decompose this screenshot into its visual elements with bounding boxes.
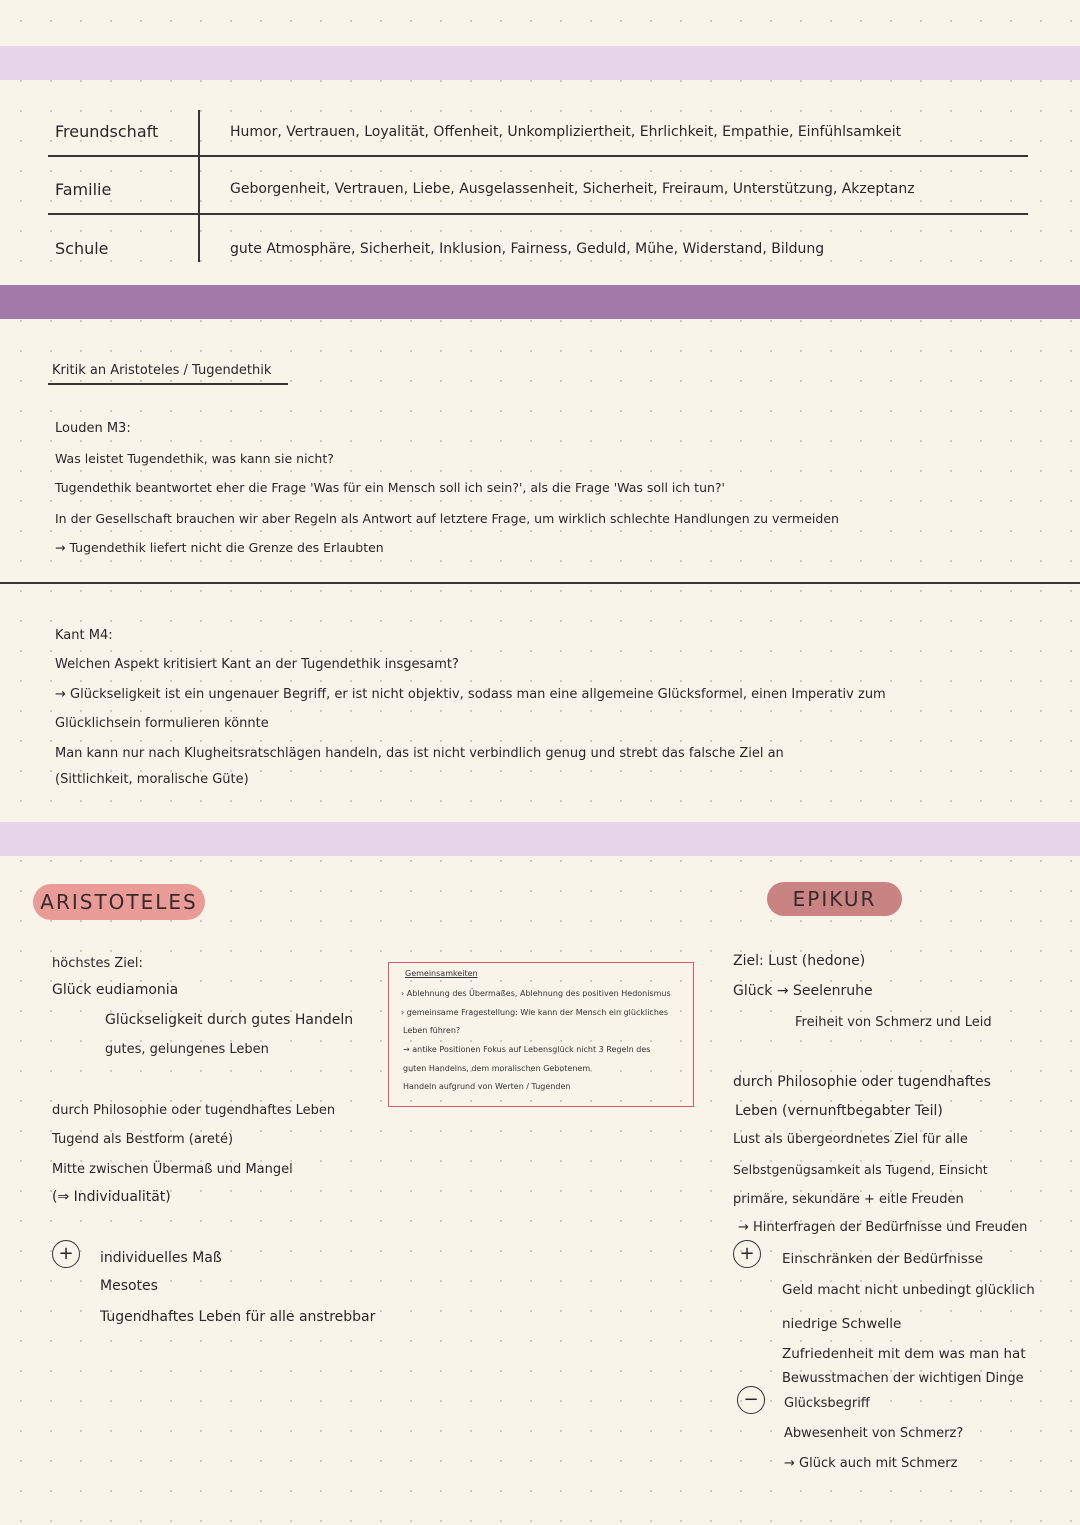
epikur-line: → Hinterfragen der Bedürfnisse und Freuden bbox=[738, 1220, 1028, 1235]
louden-title: Louden M3: bbox=[55, 421, 131, 436]
gemeinsamkeiten-line: Handeln aufgrund von Werten / Tugenden bbox=[403, 1082, 571, 1091]
aristoteles-line: Tugend als Bestform (areté) bbox=[52, 1132, 234, 1147]
aristoteles-title-pill: ARISTOTELES bbox=[33, 884, 205, 920]
kant-line: Glücklichsein formulieren könnte bbox=[55, 716, 269, 731]
kritik-separator bbox=[0, 582, 1080, 584]
epikur-line: Ziel: Lust (hedone) bbox=[733, 953, 866, 969]
kant-line: Welchen Aspekt kritisiert Kant an der Tugendethik insgesamt? bbox=[55, 657, 459, 672]
aristoteles-line: Glückseligkeit durch gutes Handeln bbox=[105, 1012, 354, 1028]
gemeinsamkeiten-line: guten Handelns, dem moralischen Gebotenem bbox=[403, 1064, 591, 1073]
epikur-line: Freiheit von Schmerz und Leid bbox=[795, 1015, 992, 1030]
epikur-minus-line: Abwesenheit von Schmerz? bbox=[784, 1426, 964, 1441]
epikur-line: durch Philosophie oder tugendhaftes bbox=[733, 1074, 991, 1090]
aristoteles-line: Glück eudiamonia bbox=[52, 982, 179, 998]
epikur-plus-line: Einschränken der Bedürfnisse bbox=[782, 1251, 984, 1267]
section-band-dark bbox=[0, 285, 1080, 319]
louden-line: Tugendethik beantwortet eher die Frage 'Was für ein Mensch soll ich sein?', als die Frage 'Was soll ich tun?' bbox=[55, 480, 725, 495]
table-row-label: Freundschaft bbox=[55, 122, 159, 141]
epikur-plus-line: niedrige Schwelle bbox=[782, 1316, 902, 1332]
aristoteles-line: höchstes Ziel: bbox=[52, 956, 143, 971]
table-row-values: Humor, Vertrauen, Loyalität, Offenheit, Unkompliziertheit, Ehrlichkeit, Empathie, Einfühlsamkeit bbox=[230, 124, 902, 140]
gemeinsamkeiten-box bbox=[388, 962, 694, 1107]
plus-icon: + bbox=[733, 1240, 761, 1268]
table-divider-vertical bbox=[198, 110, 200, 262]
kritik-heading: Kritik an Aristoteles / Tugendethik bbox=[52, 363, 272, 378]
louden-line: In der Gesellschaft brauchen wir aber Regeln als Antwort auf letztere Frage, um wirklich schlechte Handlungen zu vermeiden bbox=[55, 511, 839, 526]
table-divider-row1 bbox=[48, 155, 1028, 157]
kant-title: Kant M4: bbox=[55, 628, 113, 643]
aristoteles-line: gutes, gelungenes Leben bbox=[105, 1042, 269, 1057]
epikur-line: Lust als übergeordnetes Ziel für alle bbox=[733, 1132, 968, 1147]
gemeinsamkeiten-line: › Ablehnung des Übermaßes, Ablehnung des positiven Hedonismus bbox=[401, 989, 671, 998]
gemeinsamkeiten-line: → antike Positionen Fokus auf Lebensglück nicht 3 Regeln des bbox=[403, 1045, 651, 1054]
epikur-plus-line: Geld macht nicht unbedingt glücklich bbox=[782, 1282, 1035, 1298]
kritik-heading-underline bbox=[48, 383, 288, 385]
epikur-plus-line: Bewusstmachen der wichtigen Dinge bbox=[782, 1371, 1024, 1386]
aristoteles-plus-line: Mesotes bbox=[100, 1278, 158, 1294]
aristoteles-line: Mitte zwischen Übermaß und Mangel bbox=[52, 1162, 293, 1177]
minus-icon: − bbox=[737, 1386, 765, 1414]
table-row-values: gute Atmosphäre, Sicherheit, Inklusion, Fairness, Geduld, Mühe, Widerstand, Bildung bbox=[230, 241, 825, 257]
epikur-line: Glück → Seelenruhe bbox=[733, 983, 873, 999]
table-row-label: Familie bbox=[55, 180, 112, 199]
kant-line: Man kann nur nach Klugheitsratschlägen handeln, das ist nicht verbindlich genug und strebt das falsche Ziel an bbox=[55, 746, 784, 761]
section-band-light bbox=[0, 822, 1080, 856]
epikur-line: Selbstgenügsamkeit als Tugend, Einsicht bbox=[733, 1162, 988, 1177]
aristoteles-line: durch Philosophie oder tugendhaftes Leben bbox=[52, 1103, 336, 1118]
gemeinsamkeiten-line: › gemeinsame Fragestellung: Wie kann der Mensch ein glückliches bbox=[401, 1008, 668, 1017]
kant-line: → Glückseligkeit ist ein ungenauer Begriff, er ist nicht objektiv, sodass man eine allgemeine Glücksformel, einen Imperativ zum bbox=[55, 687, 886, 702]
table-divider-row2 bbox=[48, 213, 1028, 215]
epikur-minus-line: → Glück auch mit Schmerz bbox=[784, 1456, 958, 1471]
gemeinsamkeiten-title: Gemeinsamkeiten bbox=[405, 969, 478, 978]
louden-line: Was leistet Tugendethik, was kann sie nicht? bbox=[55, 451, 334, 466]
epikur-title-pill: EPIKUR bbox=[767, 882, 902, 916]
table-row-values: Geborgenheit, Vertrauen, Liebe, Ausgelassenheit, Sicherheit, Freiraum, Unterstützung, Akzeptanz bbox=[230, 181, 915, 197]
epikur-line: primäre, sekundäre + eitle Freuden bbox=[733, 1192, 964, 1207]
epikur-line: Leben (vernunftbegabter Teil) bbox=[735, 1103, 943, 1119]
table-row-label: Schule bbox=[55, 239, 109, 258]
kant-line: (Sittlichkeit, moralische Güte) bbox=[55, 772, 249, 787]
epikur-minus-line: Glücksbegriff bbox=[784, 1396, 870, 1411]
aristoteles-line: (⇒ Individualität) bbox=[52, 1189, 171, 1205]
header-band bbox=[0, 46, 1080, 80]
louden-line: → Tugendethik liefert nicht die Grenze des Erlaubten bbox=[55, 540, 384, 555]
gemeinsamkeiten-line: Leben führen? bbox=[403, 1026, 461, 1035]
aristoteles-plus-line: individuelles Maß bbox=[100, 1250, 222, 1266]
aristoteles-plus-line: Tugendhaftes Leben für alle anstrebbar bbox=[100, 1309, 376, 1325]
plus-icon: + bbox=[52, 1240, 80, 1268]
epikur-plus-line: Zufriedenheit mit dem was man hat bbox=[782, 1346, 1026, 1362]
